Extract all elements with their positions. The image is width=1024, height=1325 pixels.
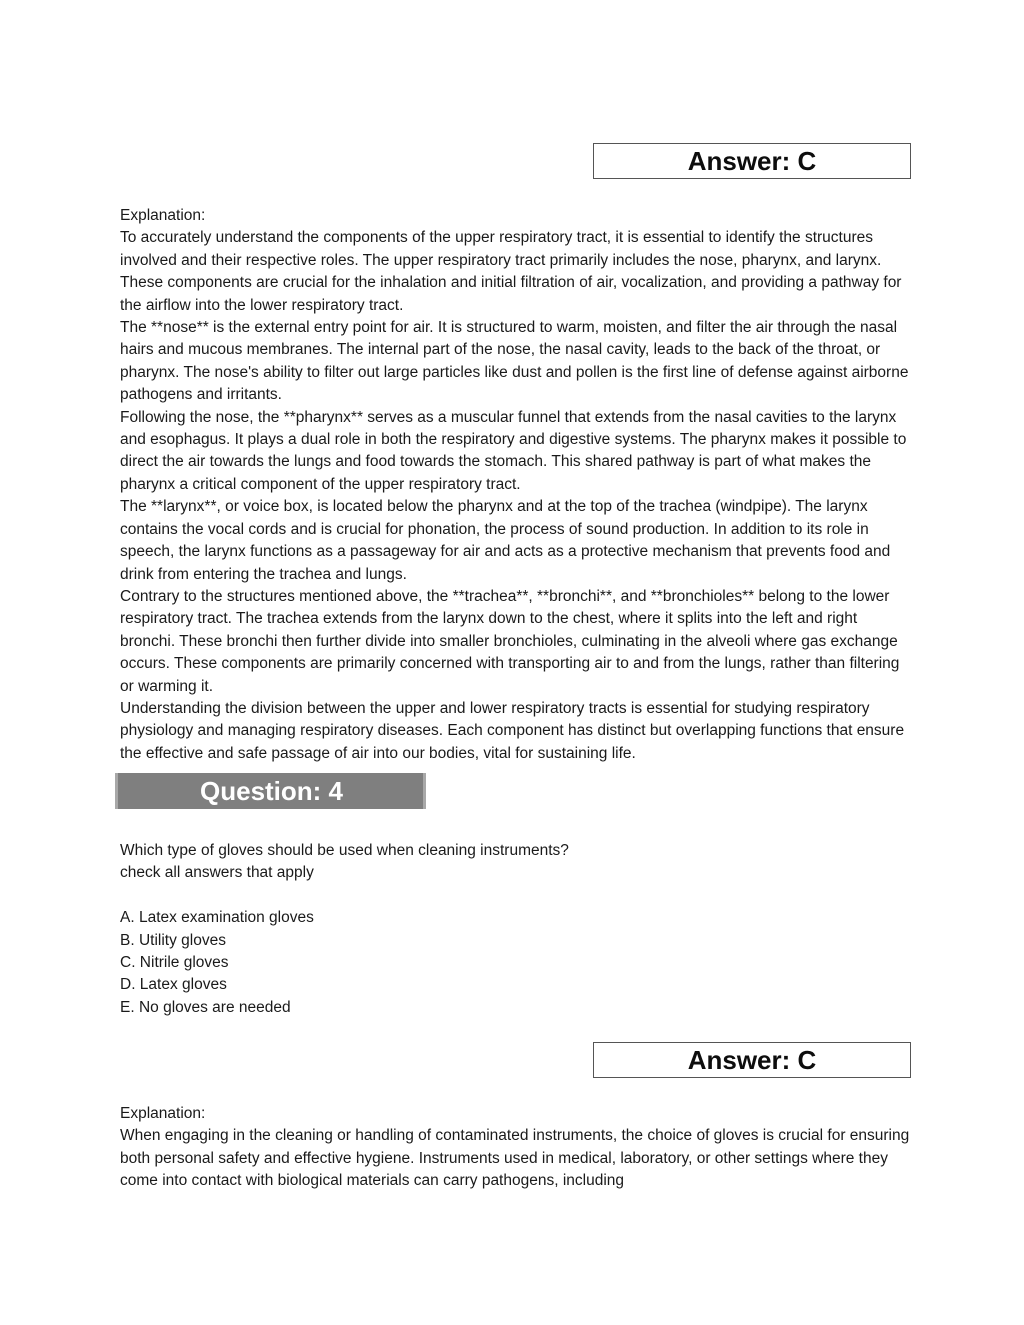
question-instruction: check all answers that apply (120, 864, 314, 882)
explanation-heading-2: Explanation: (120, 1105, 206, 1122)
explanation-paragraph: To accurately understand the components of the upper respiratory tract, it is essential to identify the structures involved and their respective roles. The upper respiratory tract primarily includes the nose, pharynx, and larynx. These components are crucial for the inhalation and initial filtration of air, vocalization, and providing a pathway for the airflow into the lower respiratory tract. (120, 229, 902, 314)
explanation-paragraph: Understanding the division between the upper and lower respiratory tracts is essential for studying respiratory physiology and managing respiratory diseases. Each component has distinct but overlapping functions that ensure the effective and safe passage of air into our bodies, vital for sustaining life. (120, 699, 905, 762)
answer-option-c: C. Nitrile gloves (120, 954, 229, 972)
explanation-paragraph: The **nose** is the external entry point for air. It is structured to warm, moisten, and filter the air through the nasal hairs and mucous membranes. The internal part of the nose, the nasal cavity, leads to the back of the throat, or pharynx. The nose's ability to filter out large particles like dust and pollen is the first line of defense against airborne pathogens and irritants. (120, 319, 909, 404)
answer-option-a: A. Latex examination gloves (120, 909, 314, 927)
answer-label-1: Answer: C (687, 145, 817, 176)
explanation-block-2 (120, 1103, 912, 1193)
explanation-paragraph: Following the nose, the **pharynx** serves as a muscular funnel that extends from the nasal cavities to the larynx and esophagus. It plays a dual role in both the respiratory and digestive systems. The pharynx makes it possible to direct the air towards the lungs and food towards the stomach. This shared pathway is part of what makes the pharynx a critical component of the upper respiratory tract. (120, 408, 907, 493)
explanation-heading-1: Explanation: (120, 207, 206, 224)
explanation-paragraph: The **larynx**, or voice box, is located below the pharynx and at the top of the trachea (windpipe). The larynx contains the vocal cords and is crucial for phonation, the process of sound production. In addition to its role in speech, the larynx functions as a passageway for air and acts as a protective mechanism that prevents food and drink from entering the trachea and lungs. (120, 498, 891, 583)
answer-box-2 (593, 1042, 911, 1078)
question-header (115, 773, 426, 809)
answer-option-b: B. Utility gloves (120, 931, 226, 949)
explanation-paragraph: When engaging in the cleaning or handling of contaminated instruments, the choice of gloves is crucial for ensuring both personal safety and effective hygiene. Instruments used in medical, laboratory, or other settings where they come into contact with biological materials can carry pathogens, including (120, 1127, 910, 1190)
question-prompt: Which type of gloves should be used when cleaning instruments? (120, 842, 569, 859)
answer-box-1 (593, 143, 911, 179)
explanation-paragraph: Contrary to the structures mentioned above, the **trachea**, **bronchi**, and **bronchioles** belong to the lower respiratory tract. The trachea extends from the larynx down to the chest, where it splits into the left and right bronchi. These bronchi then further divide into smaller bronchioles, culminating in the alveoli where gas exchange occurs. These components are primarily concerned with transporting air to and from the lungs, rather than filtering or warming it. (120, 587, 900, 695)
answer-option-e: E. No gloves are needed (120, 998, 291, 1016)
answer-label-2: Answer: C (687, 1044, 817, 1075)
spacer (120, 885, 912, 907)
explanation-block-1 (120, 205, 912, 765)
question-label: Question: 4 (200, 775, 344, 806)
question-body (120, 840, 912, 1019)
answer-option-d: D. Latex gloves (120, 976, 227, 994)
